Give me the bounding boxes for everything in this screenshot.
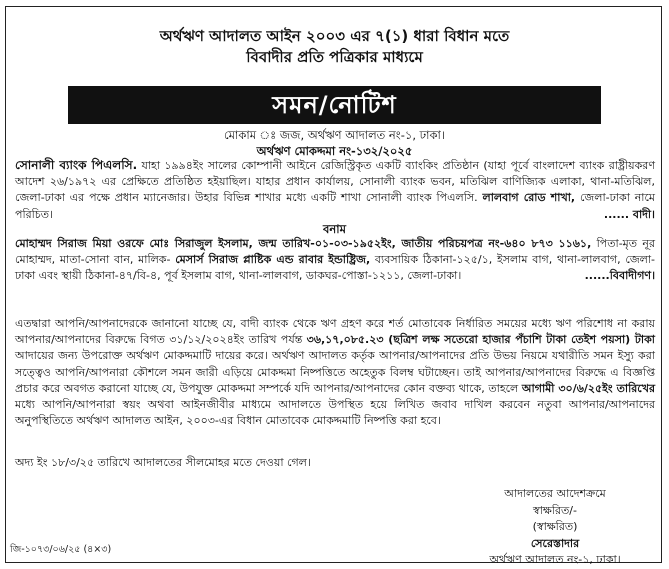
case-number: অর্থঋণ মোকদ্দমা নং-১৩২/২০২৫ (256, 144, 413, 158)
signature-line-2: স্বাক্ষরিত/- (533, 503, 577, 517)
claim-amount: ৩৬,১৭,০৮৫.২৩ (ছত্রিশ লক্ষ সতেরো হাজার পঁচাশি টাকা তেইশ পয়সা) টাকা (306, 333, 655, 347)
body-text-1: এতদ্বারা আপনি/আপনাদেরকে জানানো যাচ্ছে যে, বাদী ব্যাংক থেকে ঋণ গ্রহণ করে শর্ত মোতাবেক নির্ধারিত সময়ের মধ্যে ঋণ পরিশোধ না করায় আপনার/আপনাদের বিরুদ্ধে বিগত ৩১/১২/২০২৪ইং তারিখ পর্যন্ত (15, 317, 655, 347)
signature-title: সেরেস্তাদার (530, 536, 580, 550)
hearing-date: আগামী ৩০/৬/২৫ইং তারিখের (521, 381, 655, 395)
defendant-text-2: ব্যবসায়িক ঠিকানা-১২৫/১, ইসলাম বাগ, থানা-লালবাগ, জেলা-ঢাকা এবং স্থায়ী ঠিকানা-৪৭/বি-৪, পূর্ব ইসলাম বাগ, থানা-লালবাগ, ডাকঘর-পোস্তা-১২১১, জেলা-ঢাকা। (15, 253, 656, 283)
signature-court: অর্থঋণ আদালত নং-১, ঢাকা। (489, 553, 621, 566)
court-line: মোকাম ঃ জজ, অর্থঋণ আদালত নং-১, ঢাকা। (223, 128, 446, 142)
header-line-2: বিবাদীর প্রতি পত্রিকার মাধ্যমে (246, 48, 423, 66)
plaintiff-name: সোনালী ব্যাংক পিএলসি. (15, 158, 138, 172)
plaintiff-paragraph (15, 157, 655, 223)
notice-body (15, 316, 655, 429)
defendant-name: মোহাম্মদ সিরাজ মিয়া ওরফে মোঃ সিরাজুল ইসলাম, জন্ম তারিখ-০১-০৩-১৯৫২ইং, জাতীয় পরিচয়পত্র নং-৬৪০ ৮৭৩ ১১৬১, (15, 237, 592, 250)
notice-header (0, 26, 669, 68)
defendant-role: ......বিবাদীগণ। (584, 269, 655, 283)
body-text-3: মধ্যে আপনি/আপনারা স্বয়ং অথবা আইনজীবীর মাধ্যমে আদালতে উপস্থিত হয়ে লিখিত জবাব দাখিল করবেন নতুবা আপনার/আপনাদের অনুপস্থিতিতে অর্থঋণ আদালত আইন, ২০০৩-এর বিধান মোতাবেক মোকদ্দমাটি নিষ্পত্তি করা হবে। (15, 398, 655, 428)
signature-line-1: আদালতের আদেশক্রমে (504, 487, 606, 500)
versus-label: বনাম (323, 222, 346, 236)
publication-code: জি-১০৭৩/০৬/২৫ (৪×৩) (10, 544, 112, 555)
notice-banner: সমন/নোটিশ (68, 86, 601, 124)
plaintiff-text: যাহা ১৯৯৪ইং সালের কোম্পানী আইনে রেজিস্ট্রিকৃত একটি ব্যাংকিং প্রতিষ্ঠান (যাহা পূর্বে বাংলাদেশ ব্যাংক রাষ্ট্রীয়করণ আদেশ ২৬/১৯৭২ এর প্রেক্ষিতে প্রতিষ্ঠিত হইয়াছিল। যাহার প্রধান কার্যালয়, সোনালী ব্যাংক ভবন, মতিঝিল বাণিজ্যিক এলাকা, থানা-মতিঝিল, জেলা-ঢাকা এর পক্ষে প্রধান ম্যানেজার। উহার বিভিন্ন শাখার মধ্যে একটি শাখা সোনালী ব্যাংক পিএলসি. (15, 159, 656, 205)
body-text-2: আদায়ের জন্য উপরোক্ত অর্থঋণ মোকদ্দমাটি দায়ের করে। অর্থঋণ আদালত কর্তৃক আপনার/আপনাদের প্রতি উভয় নিয়মে যথারীতি সমন ইস্যু করা সত্ত্বেও আপনি/আপনারা কৌশলে সমন জারী এড়িয়ে মোকদ্দমা নিষ্পত্তিতে অহেতুক বিলম্ব ঘটাচ্ছেন। তাই আপনার/আপনাদের বিরুদ্ধে এ বিজ্ঞপ্তি প্রচার করে অবগত করানো যাচ্ছে যে, উপযুক্ত মোকদ্দমা সম্পর্কে যদি আপনার/আপনাদের কোন বক্তব্য থাকে, তাহলে (15, 349, 655, 395)
plaintiff-text-2: জেলা-ঢাকা নামে পরিচিত। (15, 191, 656, 221)
defendant-paragraph (15, 236, 655, 285)
signature-line-3: (স্বাক্ষরিত) (532, 520, 578, 533)
header-line-1: অর্থঋণ আদালত আইন ২০০৩ এর ৭(১) ধারা বিধান মতে (159, 27, 510, 45)
defendant-firm: মেসার্স সিরাজ প্লাষ্টিক এন্ড রাবার ইন্ডাষ্ট্রিজ, (175, 253, 371, 267)
plaintiff-role: ...... বাদী। (603, 207, 655, 221)
plaintiff-branch: লালবাগ রোড শাখা, (482, 191, 576, 205)
signature-block (455, 486, 655, 569)
seal-line: অদ্য ইং ১৮/৩/২৫ তারিখে আদালতের সীলমোহর মতে দেওয়া গেল। (15, 456, 311, 469)
defendant-text: পিতা-মৃত নূর মোহাম্মদ, মাতা-সোনা বান, মালিক- (15, 237, 656, 267)
